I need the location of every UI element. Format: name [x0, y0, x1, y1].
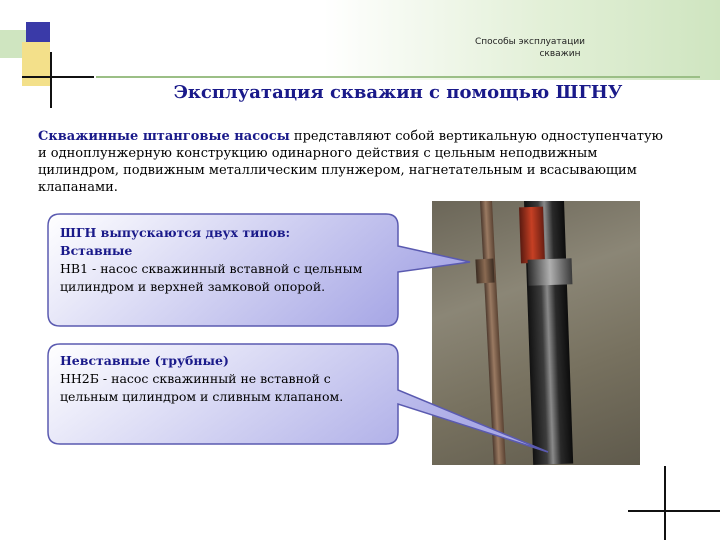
callout-2-text — [60, 352, 390, 406]
callout-1-subheading: Вставные — [60, 243, 133, 258]
callout-2-heading: Невставные (трубные) — [60, 353, 229, 368]
callout-1-body: НВ1 - насос скважинный вставной с цельным цилиндром и верхней замковой опорой. — [60, 261, 363, 294]
slide-title: Эксплуатация скважин с помощью ШГНУ — [173, 82, 623, 103]
callout-1-heading: ШГН выпускаются двух типов: — [60, 225, 291, 240]
decor-line — [628, 510, 720, 512]
intro-text: представляют собой вертикальную одноступенчатую и одноплунжерную конструкцию одинарного действия с цельным неподвижным цилиндром, подвижным металлическим плунжером, нагнетательным и всасывающим клапанами. — [38, 129, 663, 195]
decor-line — [664, 466, 666, 540]
intro-term: Скважинные штанговые насосы — [38, 129, 290, 144]
section-label-line1: Способы эксплуатации — [474, 37, 586, 47]
callout-1-text — [60, 224, 390, 296]
section-label-line2: скважин — [539, 49, 581, 59]
callout-2-body: НН2Б - насос скважинный не вставной с цельным цилиндром и сливным клапаном. — [60, 371, 344, 404]
